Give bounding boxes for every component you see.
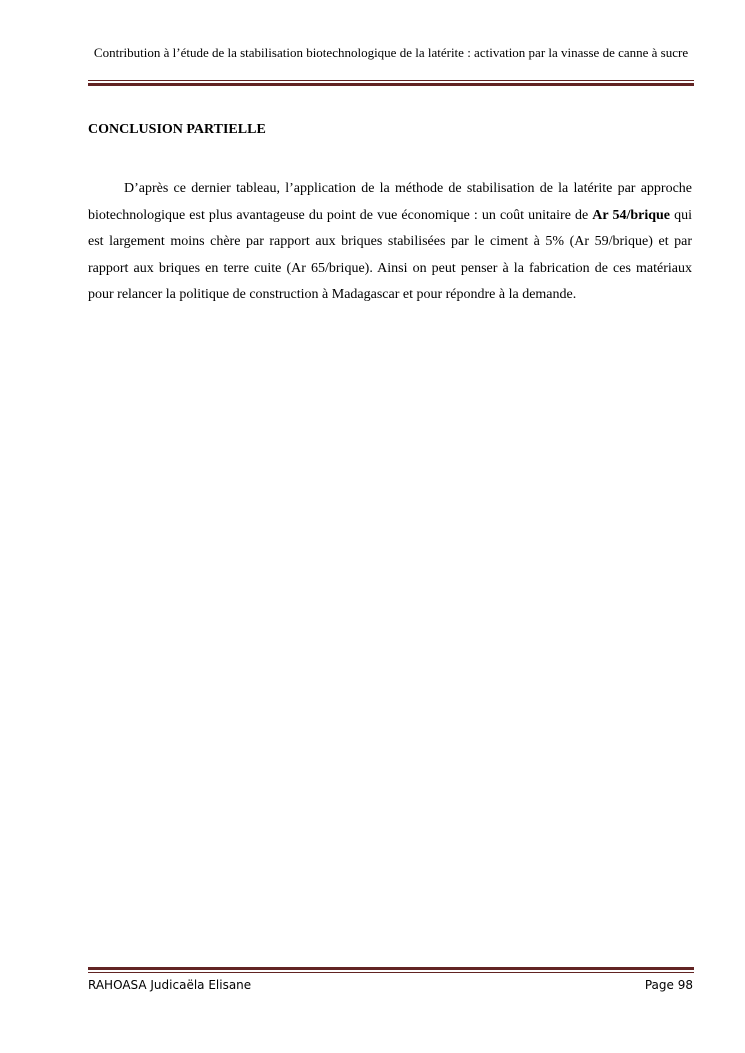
paragraph-bold-price: Ar 54/brique <box>592 207 671 223</box>
footer-rule-thin <box>88 972 694 973</box>
paragraph-text-start: D’après ce dernier tableau, l’application de la méthode de stabilisation de la latérite par approche biotechnologique est plus avantageuse du point de vue économique : un coût unitaire de <box>88 181 692 223</box>
paragraph-text-end: qui est largement moins chère par rapport aux briques stabilisées par le ciment à 5% (Ar 59/brique) et par rapport aux briques en terre cuite (Ar 65/brique). Ainsi on peut penser à la fabrication de ces matériaux pour relancer la politique de construction à Madagascar et pour répondre à la demande. <box>88 207 693 302</box>
body-paragraph <box>88 176 692 309</box>
page-header: Contribution à l’étude de la stabilisation biotechnologique de la latérite : activation par la vinasse de canne à sucre <box>93 45 689 60</box>
header-rule-thick <box>88 83 694 86</box>
footer-author: RAHOASA Judicaëla Elisane <box>88 978 252 992</box>
footer-page-number: Page 98 <box>644 978 693 992</box>
section-title: CONCLUSION PARTIELLE <box>88 122 266 137</box>
header-rule-thin <box>88 80 694 81</box>
footer-rule-thick <box>88 967 694 970</box>
